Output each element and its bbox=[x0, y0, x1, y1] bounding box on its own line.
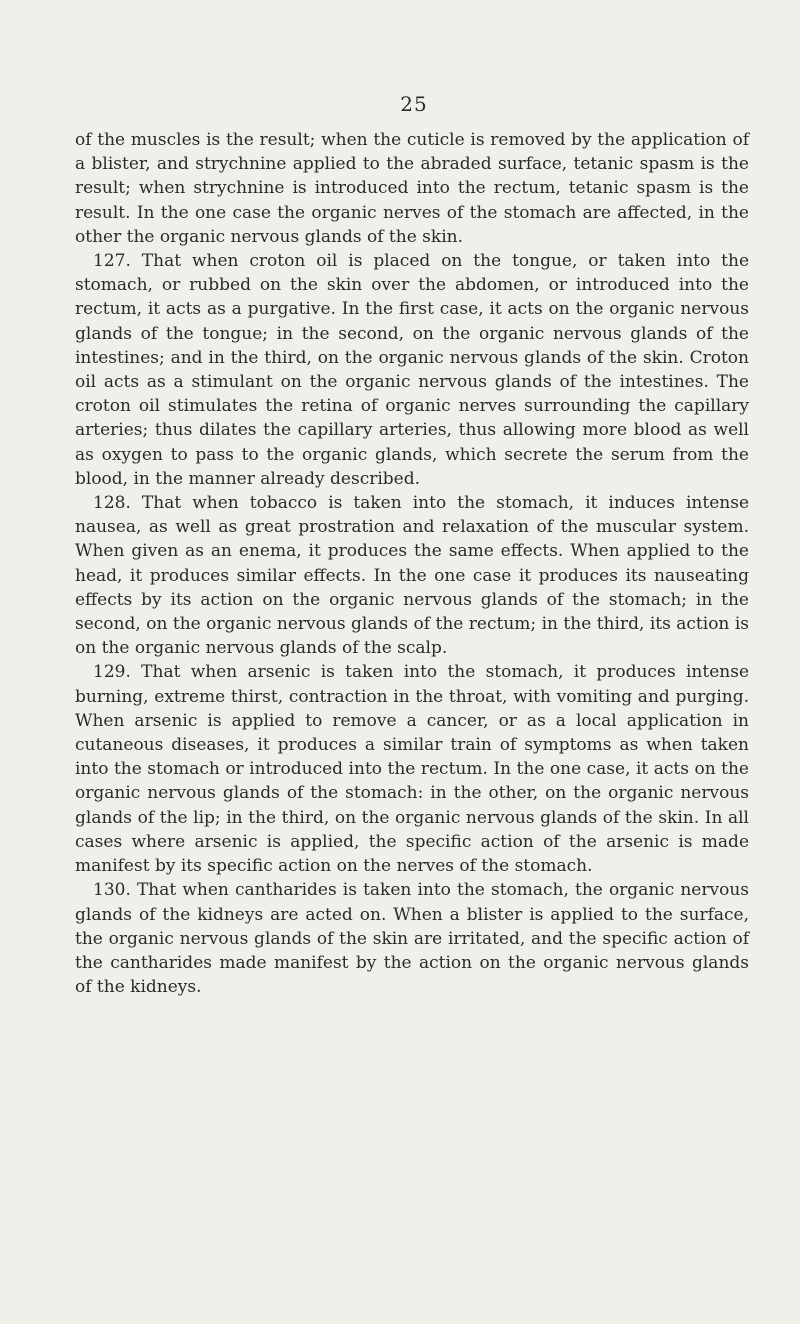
paragraph-text: of the muscles is the result; when the cuticle is removed by the application of a blister, and strychnine applied to the abraded surface, tetanic spasm is the result; when strychnine is introduced into the rectum, tetanic spasm is the result. In the one case the organic nerves of the stomach are affected, in the other the organic nervous glands of the skin. bbox=[75, 130, 749, 247]
paragraph-continuation bbox=[75, 128, 749, 249]
paragraph-130 bbox=[75, 878, 749, 999]
paragraph-128 bbox=[75, 491, 749, 660]
paragraph-number: 128. bbox=[93, 493, 131, 514]
paragraph-number: 127. bbox=[93, 251, 131, 272]
paragraph-text: That when croton oil is placed on the tongue, or taken into the stomach, or rubbed on the skin over the abdomen, or introduced into the rectum, it acts as a purgative. In the first case, it acts on the organic nervous glands of the tongue; in the second, on the organic nervous glands of the intestines; and in the third, on the organic nervous glands of the skin. Croton oil acts as a stimulant on the organic nervous glands of the intestines. The croton oil stimulates the retina of organic nerves surrounding the capillary arteries; thus dilates the capillary arteries, thus allowing more blood as well as oxygen to pass to the organic glands, which secrete the serum from the blood, in the manner already described. bbox=[75, 251, 750, 489]
paragraph-129 bbox=[75, 660, 749, 878]
body-text bbox=[75, 128, 749, 999]
paragraph-number: 129. bbox=[93, 662, 131, 683]
page-number: 25 bbox=[400, 92, 428, 116]
paragraph-text: That when tobacco is taken into the stomach, it induces intense nausea, as well as great prostration and relaxation of the muscular system. When given as an enema, it produces the same effects. When applied to the head, it produces similar effects. In the one case it produces its nauseating effects by its action on the organic nervous glands of the stomach; in the second, on the organic nervous glands of the rectum; in the third, its action is on the organic nervous glands of the scalp. bbox=[75, 493, 750, 659]
paragraph-number: 130. bbox=[93, 880, 131, 901]
paragraph-text: That when cantharides is taken into the stomach, the organic nervous glands of the kidneys are acted on. When a blister is applied to the surface, the organic nervous glands of the skin are irritated, and the specific action of the cantharides made manifest by the action on the organic nervous glands of the kidneys. bbox=[75, 880, 749, 998]
paragraph-127 bbox=[75, 249, 749, 491]
paragraph-text: That when arsenic is taken into the stomach, it produces intense burning, extreme thirst, contraction in the throat, with vomiting and purging. When arsenic is applied to remove a cancer, or as a local application in cutaneous diseases, it produces a similar train of symptoms as when taken into the stomach or introduced into the rectum. In the one case, it acts on the organic nervous glands of the stomach: in the other, on the organic nervous glands of the lip; in the third, on the organic nervous glands of the skin. In all cases where arsenic is applied, the specific action of the arsenic is made manifest by its specific action on the nerves of the stomach. bbox=[75, 662, 750, 877]
